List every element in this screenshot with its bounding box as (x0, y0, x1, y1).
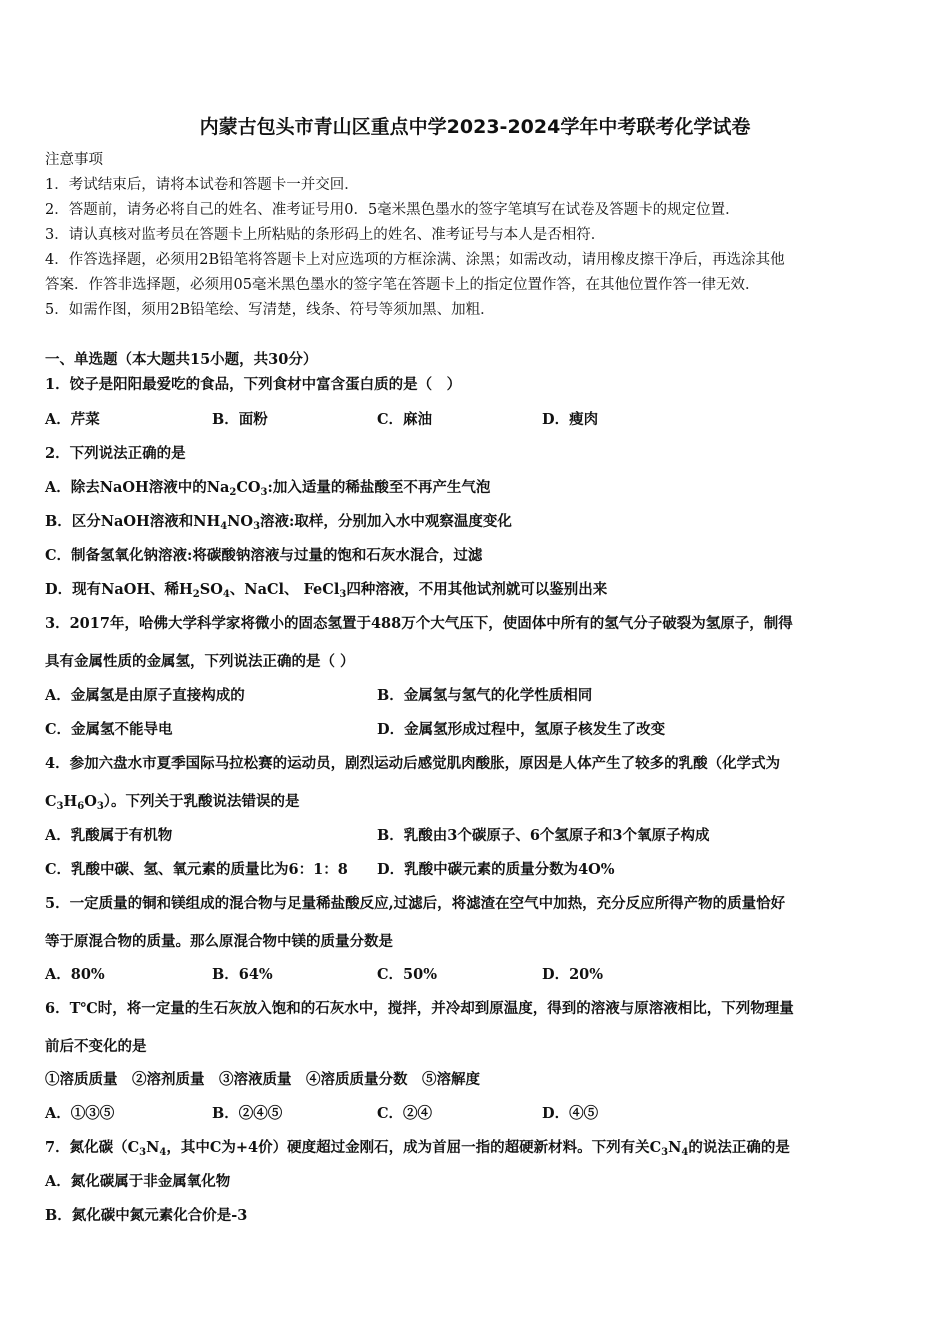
q3-option-a: A．金属氢是由原子直接构成的 (45, 687, 245, 704)
q7-stem: 7．氮化碳（$C_3N_4$，其中C为+4价）硬度超过金刚石，成为首屈一指的超硬新材料。下列有关$C_3N_4$的说法正确的是 (45, 1139, 790, 1158)
notice-item-4: 4．作答选择题，必须用2B铅笔将答题卡上对应选项的方框涂满、涂黑；如需改动，请用橡皮擦干净后，再选涂其他 (45, 252, 785, 268)
notice-item-4-cont: 答案．作答非选择题，必须用05毫米黑色墨水的签字笔在答题卡上的指定位置作答，在其他位置作答一律无效． (45, 277, 760, 293)
q6-option-a: A．①③⑤ (45, 1105, 115, 1122)
notice-item-2: 2．答题前，请务必将自己的姓名、准考证号用0．5毫米黑色墨水的签字笔填写在试卷及答题卡的规定位置． (45, 202, 740, 218)
q6-stem: 6．T℃时，将一定量的生石灰放入饱和的石灰水中，搅拌，并冷却到原温度，得到的溶液与原溶液相比，下列物理量 (45, 1000, 794, 1017)
q6-option-b: B．②④⑤ (212, 1105, 283, 1122)
q2-option-b: B．区分NaOH溶液和$NH_4NO_3$溶液:取样，分别加入水中观察温度变化 (45, 513, 512, 532)
q1-option-d: D．瘦肉 (542, 411, 599, 428)
q4-stem: 4．参加六盘水市夏季国际马拉松赛的运动员，剧烈运动后感觉肌肉酸胀，原因是人体产生了较多的乳酸（化学式为 (45, 755, 781, 772)
q6-quantities: ①溶质质量 ②溶剂质量 ③溶液质量 ④溶质质量分数 ⑤溶解度 (45, 1071, 480, 1088)
q5-option-a: A．80% (45, 966, 105, 983)
q2-option-c: C．制备氢氧化钠溶液:将碳酸钠溶液与过量的饱和石灰水混合，过滤 (45, 547, 483, 564)
q6-stem-cont: 前后不变化的是 (45, 1038, 147, 1055)
q5-option-c: C．50% (377, 966, 437, 983)
q3-stem-cont: 具有金属性质的金属氢，下列说法正确的是（ ） (45, 653, 355, 670)
notice-heading: 注意事项 (45, 152, 103, 168)
q2-option-a: A．除去NaOH溶液中的$Na_2CO_3$:加入适量的稀盐酸至不再产生气泡 (45, 479, 491, 498)
q1-option-b: B．面粉 (212, 411, 268, 428)
q4-option-a: A．乳酸属于有机物 (45, 827, 173, 844)
q6-option-c: C．②④ (377, 1105, 433, 1122)
q3-option-c: C．金属氢不能导电 (45, 721, 173, 738)
q1-option-c: C．麻油 (377, 411, 433, 428)
q4-option-d: D．乳酸中碳元素的质量分数为4O% (377, 861, 615, 878)
q4-option-b: B．乳酸由3个碳原子、6个氢原子和3个氧原子构成 (377, 827, 710, 844)
q7-option-a: A．氮化碳属于非金属氧化物 (45, 1173, 231, 1190)
q2-option-d: D．现有NaOH、稀$H_2SO_4$、NaCl、 FeCl$_3$四种溶液，不用其他试剂就可以鉴别出来 (45, 581, 608, 600)
q4-stem-cont: $C_3H_6O_3$）。下列关于乳酸说法错误的是 (45, 793, 300, 812)
section-heading: 一、单选题（本大题共15小题，共30分） (45, 351, 318, 368)
q7-option-b: B．氮化碳中氮元素化合价是-3 (45, 1207, 248, 1224)
q6-option-d: D．④⑤ (542, 1105, 599, 1122)
page-title: 内蒙古包头市青山区重点中学2023-2024学年中考联考化学试卷 (199, 116, 751, 138)
q5-option-d: D．20% (542, 966, 604, 983)
q5-stem: 5．一定质量的铜和镁组成的混合物与足量稀盐酸反应,过滤后，将滤渣在空气中加热，充分反应所得产物的质量恰好 (45, 895, 786, 912)
notice-item-1: 1．考试结束后，请将本试卷和答题卡一并交回． (45, 177, 359, 193)
q3-stem: 3．2017年，哈佛大学科学家将微小的固态氢置于488万个大气压下，使固体中所有的氢气分子破裂为氢原子，制得 (45, 615, 793, 632)
q4-option-c: C．乳酸中碳、氢、氧元素的质量比为6：1：8 (45, 861, 348, 878)
q2-stem: 2．下列说法正确的是 (45, 445, 186, 462)
notice-item-3: 3．请认真核对监考员在答题卡上所粘贴的条形码上的姓名、准考证号与本人是否相符． (45, 227, 606, 243)
q1-stem: 1．饺子是阳阳最爱吃的食品，下列食材中富含蛋白质的是（ ） (45, 376, 462, 393)
q3-option-d: D．金属氢形成过程中，氢原子核发生了改变 (377, 721, 666, 738)
q5-option-b: B．64% (212, 966, 273, 983)
q3-option-b: B．金属氢与氢气的化学性质相同 (377, 687, 593, 704)
q5-stem-cont: 等于原混合物的质量。那么原混合物中镁的质量分数是 (45, 933, 393, 950)
q1-option-a: A．芹菜 (45, 411, 100, 428)
notice-item-5: 5．如需作图，须用2B铅笔绘、写清楚，线条、符号等须加黑、加粗． (45, 302, 495, 318)
